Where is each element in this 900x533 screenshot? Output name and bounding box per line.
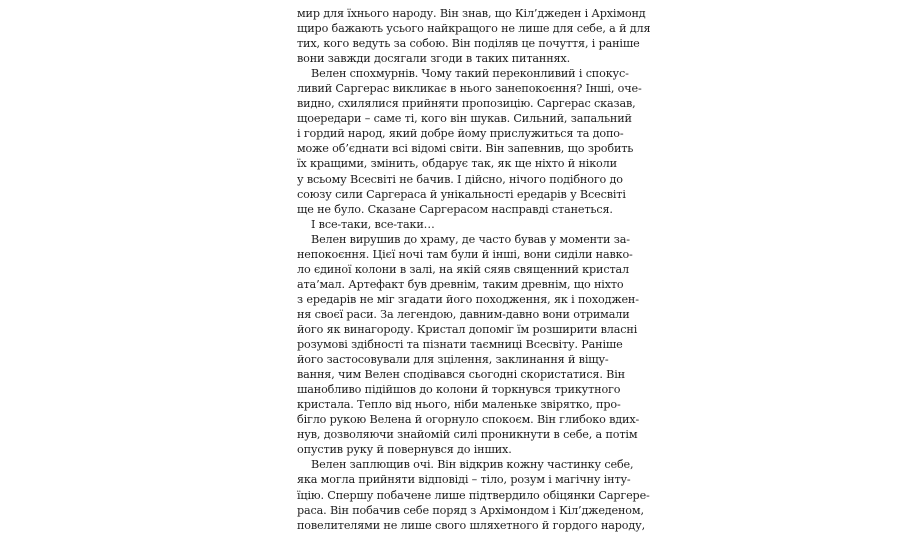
text-line: з ередарів не міг згадати його походження, як і походжен- [297, 292, 639, 306]
text-line: яка могла прийняти відповіді – тіло, розум і магічну інту- [297, 473, 631, 487]
paragraph-4 [297, 232, 640, 458]
text-line: кристала. Тепло від нього, ніби маленьке звірятко, про- [297, 398, 621, 412]
text-line: бігло рукою Велена й огорнуло спокоєм. Він глибоко вдих- [297, 413, 640, 427]
text-line: союзу сили Саргераса й унікальності ередарів у Всесвіті [297, 187, 626, 201]
text-line: І все-таки, все-таки… [311, 217, 435, 231]
text-line: нув, дозволяючи знайомій силі проникнути в себе, а потім [297, 428, 638, 442]
paragraph-5 [297, 457, 650, 532]
text-line: ливий Саргерас викликає в нього занепокоєння? Інші, оче- [297, 82, 642, 96]
text-line: ата’мал. Артефакт був древнім, таким древнім, що ніхто [297, 277, 624, 291]
text-line: щоередари – саме ті, кого він шукав. Сильний, запальний [297, 112, 632, 126]
text-line: раса. Він побачив себе поряд з Архімондом і Кіл’джеденом, [297, 503, 644, 517]
text-line: Велен спохмурнів. Чому такий переконливий і спокус- [311, 67, 629, 81]
text-line: вання, чим Велен сподівався сьогодні скористатися. Він [297, 368, 625, 382]
text-line: ня своєї раси. За легендою, давним-давно вони отримали [297, 307, 630, 321]
paragraph-2 [297, 66, 642, 216]
text-line: видно, схилялися прийняти пропозицію. Саргерас сказав, [297, 97, 636, 111]
text-line: їцію. Спершу побачене лише підтвердило обіцянки Саргере- [297, 488, 650, 502]
text-line: Велен вирушив до храму, де часто бував у моменти за- [311, 232, 630, 246]
text-line: Велен заплющив очі. Він відкрив кожну частинку себе, [311, 458, 634, 472]
paragraph-3 [297, 217, 593, 232]
paragraph-1 [297, 6, 651, 66]
book-page-text [297, 6, 651, 533]
text-line: і гордий народ, який добре йому прислужиться та допо- [297, 127, 624, 141]
text-line: шанобливо підійшов до колони й торкнувся трикутного [297, 383, 621, 397]
text-line: його як винагороду. Кристал допоміг їм розширити власні [297, 322, 638, 336]
text-line: розумові здібності та пізнати таємниці Всесвіту. Раніше [297, 338, 623, 352]
text-line: їх кращими, змінить, обдарує так, як ще ніхто й ніколи [297, 157, 617, 171]
text-line: тих, кого ведуть за собою. Він поділяв це почуття, і раніше [297, 37, 640, 51]
text-line: повелителями не лише свого шляхетного й гордого народу, [297, 518, 645, 532]
text-line: його застосовували для зцілення, заклинання й віщу- [297, 353, 609, 367]
text-line: ще не було. Сказане Саргерасом насправді станеться. [297, 202, 613, 216]
text-line: ло єдиної колони в залі, на якій сяяв священний кристал [297, 262, 629, 276]
text-line: мир для їхнього народу. Він знав, що Кіл’джеден і Архімонд [297, 7, 646, 20]
text-line: може об’єднати всі відомі світи. Він запевнив, що зробить [297, 142, 634, 156]
text-line: опустив руку й повернувся до інших. [297, 443, 512, 457]
text-line: щиро бажають усього найкращого не лише для себе, а й для [297, 22, 651, 36]
text-line: вони завжди досягали згоди в таких питаннях. [297, 52, 571, 66]
text-line: непокоєння. Цієї ночі там були й інші, вони сиділи навко- [297, 247, 633, 261]
text-line: у всьому Всесвіті не бачив. І дійсно, нічого подібного до [297, 172, 623, 186]
